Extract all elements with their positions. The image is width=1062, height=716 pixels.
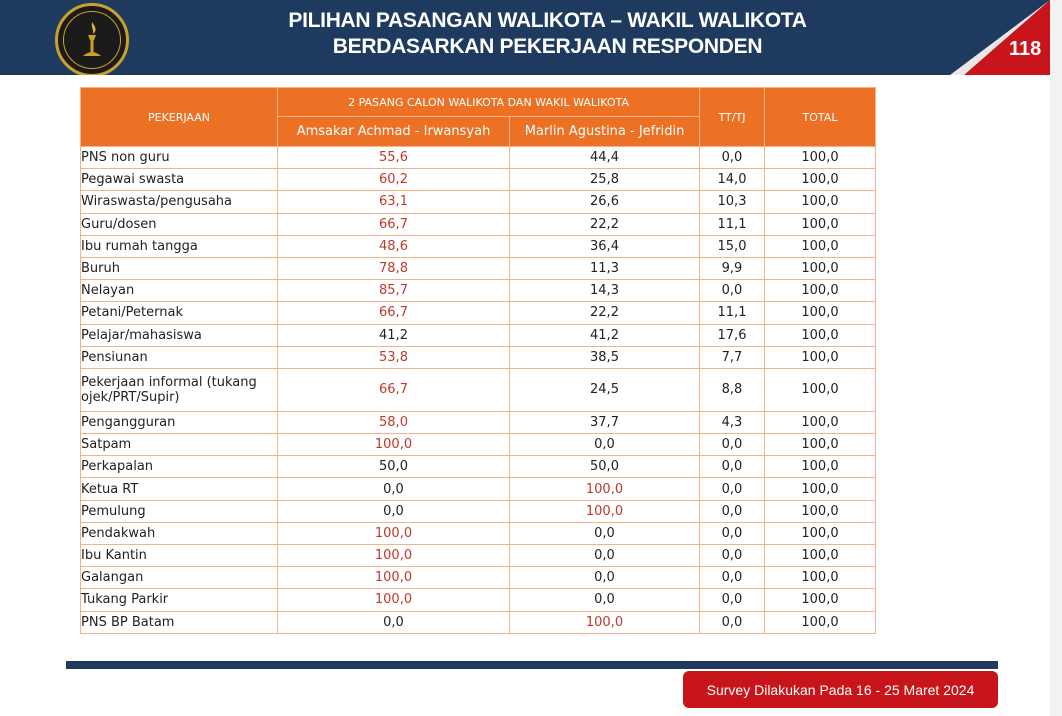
tt-tj-cell: 0,0 [700,280,765,302]
title-line-2: BERDASARKAN PEKERJAAN RESPONDEN [332,35,763,58]
candidate-1-cell: 63,1 [278,191,510,213]
table-row [81,368,876,411]
right-edge [1050,0,1062,716]
candidate-1-cell: 100,0 [278,567,510,589]
candidate-1-cell: 53,8 [278,346,510,368]
tt-tj-cell: 17,6 [700,324,765,346]
candidate-2-cell: 100,0 [510,478,700,500]
institute-logo [55,3,129,75]
table-row [81,522,876,544]
job-cell: Petani/Peternak [81,302,278,324]
table-row [81,545,876,567]
table-row [81,213,876,235]
page-number: 118 [1009,38,1042,60]
survey-date-text: Survey Dilakukan Pada 16 - 25 Maret 2024 [706,681,975,698]
candidate-2-cell: 41,2 [510,324,700,346]
slide-header [0,0,1050,75]
table-row [81,302,876,324]
total-cell: 100,0 [765,522,876,544]
candidate-2-cell: 36,4 [510,235,700,257]
job-cell: Tukang Parkir [81,589,278,611]
candidate-2-cell: 0,0 [510,589,700,611]
candidate-2-cell: 11,3 [510,257,700,279]
table-row [81,411,876,433]
tt-tj-cell: 0,0 [700,478,765,500]
total-cell: 100,0 [765,147,876,169]
table-row [81,257,876,279]
torch-icon [63,11,121,69]
total-cell: 100,0 [765,280,876,302]
tt-tj-cell: 0,0 [700,434,765,456]
total-cell: 100,0 [765,235,876,257]
job-cell: Pendakwah [81,522,278,544]
header-tt-tj: TT/TJ [700,88,765,147]
bottom-divider [66,661,998,669]
candidate-2-cell: 100,0 [510,611,700,633]
tt-tj-cell: 14,0 [700,169,765,191]
candidate-1-cell: 66,7 [278,302,510,324]
tt-tj-cell: 15,0 [700,235,765,257]
job-cell: Ibu Kantin [81,545,278,567]
job-cell: Ibu rumah tangga [81,235,278,257]
candidate-2-cell: 100,0 [510,500,700,522]
candidate-2-cell: 0,0 [510,522,700,544]
total-cell: 100,0 [765,257,876,279]
candidate-2-cell: 0,0 [510,434,700,456]
tt-tj-cell: 8,8 [700,368,765,411]
job-cell: Nelayan [81,280,278,302]
tt-tj-cell: 9,9 [700,257,765,279]
tt-tj-cell: 0,0 [700,589,765,611]
table-row [81,346,876,368]
candidate-2-cell: 22,2 [510,302,700,324]
candidate-2-cell: 0,0 [510,545,700,567]
candidate-1-cell: 58,0 [278,411,510,433]
total-cell: 100,0 [765,368,876,411]
header-candidate-1: Amsakar Achmad - Irwansyah [278,117,510,147]
candidate-2-cell: 0,0 [510,567,700,589]
page-title [240,8,855,60]
candidate-1-cell: 100,0 [278,522,510,544]
total-cell: 100,0 [765,346,876,368]
tt-tj-cell: 0,0 [700,545,765,567]
tt-tj-cell: 7,7 [700,346,765,368]
tt-tj-cell: 0,0 [700,456,765,478]
table-row [81,567,876,589]
job-cell: Galangan [81,567,278,589]
candidate-2-cell: 22,2 [510,213,700,235]
job-cell: PNS BP Batam [81,611,278,633]
job-cell: Pegawai swasta [81,169,278,191]
header-candidate-2: Marlin Agustina - Jefridin [510,117,700,147]
total-cell: 100,0 [765,434,876,456]
tt-tj-cell: 0,0 [700,522,765,544]
total-cell: 100,0 [765,324,876,346]
total-cell: 100,0 [765,456,876,478]
candidate-1-cell: 0,0 [278,478,510,500]
header-total: TOTAL [765,88,876,147]
table-row [81,478,876,500]
candidate-2-cell: 44,4 [510,147,700,169]
results-table [80,87,876,634]
candidate-2-cell: 50,0 [510,456,700,478]
table-row [81,169,876,191]
table-row [81,191,876,213]
job-cell: Pensiunan [81,346,278,368]
tt-tj-cell: 10,3 [700,191,765,213]
candidate-2-cell: 38,5 [510,346,700,368]
candidate-1-cell: 60,2 [278,169,510,191]
table-row [81,280,876,302]
candidate-1-cell: 100,0 [278,434,510,456]
tt-tj-cell: 11,1 [700,302,765,324]
total-cell: 100,0 [765,545,876,567]
table-row [81,456,876,478]
candidate-1-cell: 0,0 [278,611,510,633]
job-cell: Wiraswasta/pengusaha [81,191,278,213]
total-cell: 100,0 [765,213,876,235]
job-cell: Buruh [81,257,278,279]
job-cell: Pengangguran [81,411,278,433]
tt-tj-cell: 0,0 [700,567,765,589]
job-cell: Pelajar/mahasiswa [81,324,278,346]
candidate-2-cell: 26,6 [510,191,700,213]
job-cell: Pemulung [81,500,278,522]
header-job: PEKERJAAN [81,88,278,147]
candidate-2-cell: 37,7 [510,411,700,433]
total-cell: 100,0 [765,411,876,433]
table-row [81,611,876,633]
candidate-1-cell: 85,7 [278,280,510,302]
table-row [81,147,876,169]
job-cell: Pekerjaan informal (tukang ojek/PRT/Supir) [81,368,278,411]
candidate-1-cell: 48,6 [278,235,510,257]
job-cell: Satpam [81,434,278,456]
table-row [81,235,876,257]
table-row [81,324,876,346]
table-row [81,589,876,611]
total-cell: 100,0 [765,302,876,324]
candidate-2-cell: 25,8 [510,169,700,191]
candidate-2-cell: 14,3 [510,280,700,302]
job-cell: Guru/dosen [81,213,278,235]
candidate-1-cell: 66,7 [278,368,510,411]
job-cell: PNS non guru [81,147,278,169]
candidate-1-cell: 66,7 [278,213,510,235]
candidate-1-cell: 100,0 [278,589,510,611]
total-cell: 100,0 [765,478,876,500]
candidate-1-cell: 55,6 [278,147,510,169]
title-line-1: PILIHAN PASANGAN WALIKOTA – WAKIL WALIKOTA [288,9,807,32]
candidate-1-cell: 0,0 [278,500,510,522]
total-cell: 100,0 [765,567,876,589]
tt-tj-cell: 0,0 [700,611,765,633]
candidate-2-cell: 24,5 [510,368,700,411]
table-body [81,147,876,634]
table-row [81,434,876,456]
header-candidates-group: 2 PASANG CALON WALIKOTA DAN WAKIL WALIKOTA [278,88,700,117]
job-cell: Perkapalan [81,456,278,478]
candidate-1-cell: 41,2 [278,324,510,346]
survey-date-badge [683,671,998,708]
candidate-1-cell: 100,0 [278,545,510,567]
tt-tj-cell: 11,1 [700,213,765,235]
tt-tj-cell: 0,0 [700,500,765,522]
table-row [81,500,876,522]
total-cell: 100,0 [765,191,876,213]
candidate-1-cell: 50,0 [278,456,510,478]
total-cell: 100,0 [765,500,876,522]
total-cell: 100,0 [765,611,876,633]
total-cell: 100,0 [765,169,876,191]
tt-tj-cell: 4,3 [700,411,765,433]
job-cell: Ketua RT [81,478,278,500]
candidate-1-cell: 78,8 [278,257,510,279]
tt-tj-cell: 0,0 [700,147,765,169]
total-cell: 100,0 [765,589,876,611]
